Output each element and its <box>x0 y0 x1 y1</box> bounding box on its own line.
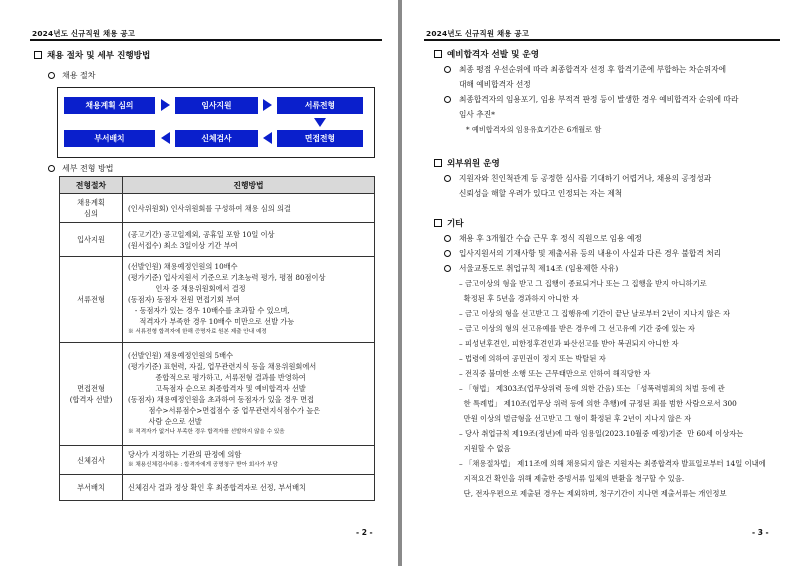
note-item <box>444 122 738 137</box>
method-cell <box>123 475 375 501</box>
bullet-item <box>444 62 738 92</box>
stage-label: 심의 <box>84 209 98 218</box>
method-line: - 동점자가 있는 경우 10배수를 초과할 수 있으며, <box>128 306 290 315</box>
text-line: – 법령에 의하여 공민권이 정지 또는 박탈된 자 <box>459 354 606 363</box>
table-row <box>60 194 375 223</box>
text-line: 최종합격자의 임용포기, 임용 부적격 판정 등이 발생한 경우 예비합격자 순위에 따라 <box>459 95 739 104</box>
bullet-item <box>444 92 738 122</box>
table-row <box>60 223 375 257</box>
stage-cell <box>60 223 123 257</box>
stage-cell <box>60 446 123 475</box>
dash-item <box>444 366 766 381</box>
circle-bullet-icon <box>444 175 451 182</box>
table-row <box>60 257 375 343</box>
circle-bullet-icon <box>48 72 55 79</box>
flow-step: 면접전형 <box>277 130 363 147</box>
table-row <box>60 446 375 475</box>
method-line: 적격자가 부족한 경우 10배수 미만으로 선발 가능 <box>128 317 295 326</box>
method-line: 점수>서류점수>면접점수 중 업무관련지식점수가 높은 <box>128 406 321 415</box>
method-line: (선발인원) 채용예정인원의 10배수 <box>128 262 238 271</box>
method-line: (평가기준) 표현력, 자질, 업무관련지식 등을 채용위원회에서 <box>128 362 317 371</box>
text-line: 확정된 후 5년을 경과하지 아니한 자 <box>459 294 579 303</box>
text-line: 대해 예비합격자 선정 <box>459 80 531 89</box>
circle-bullet-icon <box>444 66 451 73</box>
text-line: 지원할 수 없음 <box>459 444 511 453</box>
text-line: – 금고이상의 형을 받고 그 집행이 종료되거나 또는 그 집행을 받지 아니하기로 <box>459 279 707 288</box>
text-line: 만원 이상의 벌금형을 선고받고 그 형이 확정된 후 2년이 지나지 않은 자 <box>459 414 692 423</box>
procedure-table <box>59 176 375 501</box>
method-line: (공고기간) 공고일제외, 공휴일 포함 10일 이상 <box>128 229 275 239</box>
table-header: 전형절차 <box>60 177 123 194</box>
right-page <box>402 0 800 566</box>
bullet-item <box>444 171 711 201</box>
method-note: ※ 서류전형 합격자에 한해 증명자료 원본 제출 안내 예정 <box>128 329 267 335</box>
method-line: (선발인원) 채용예정인원의 5배수 <box>128 351 234 360</box>
dash-item <box>444 381 766 426</box>
method-cell <box>123 194 375 223</box>
section-body <box>444 62 738 137</box>
header-rule <box>30 39 382 41</box>
section-title: 기타 <box>434 217 464 229</box>
dash-item <box>444 351 766 366</box>
square-bullet-icon <box>434 50 442 58</box>
text-line: 임사 추진* <box>459 110 495 119</box>
circle-bullet-icon <box>48 165 55 172</box>
stage-label: 신체검사 <box>77 455 105 465</box>
text-line: 지적요건 확인을 위해 제출한 증빙서류 일체의 반환을 청구할 수 있음. <box>459 474 685 483</box>
section-title: 예비합격자 선발 및 운영 <box>434 48 539 60</box>
text-line: – 금고 이상의 형을 선고받고 그 집행유예 기간이 끝난 날로부터 2년이 지나지 않은 자 <box>459 309 731 318</box>
square-bullet-icon <box>434 159 442 167</box>
square-bullet-icon <box>434 219 442 227</box>
circle-bullet-icon <box>444 96 451 103</box>
stage-label: 채용계획 <box>77 198 105 207</box>
method-line: 당사가 지정하는 기관의 판정에 의함 <box>128 450 242 459</box>
method-line: (평가기준) 입사지원서 기준으로 기초능력 평가, 평점 80점이상 <box>128 273 326 282</box>
method-note: ※ 채용신체검사비용 : 합격자에게 공명청구 받아 회사가 부담 <box>128 462 278 468</box>
table-row <box>60 343 375 446</box>
table-row <box>60 475 375 501</box>
stage-cell <box>60 257 123 343</box>
stage-cell <box>60 343 123 446</box>
left-page <box>0 0 398 566</box>
section-title: 외부위원 운영 <box>434 157 500 169</box>
page-number: - 3 - <box>752 528 769 537</box>
section-title: 채용 절차 및 세부 진행방법 <box>34 49 150 61</box>
text-line: 채용 후 3개월간 수습 근무 후 정식 직원으로 임용 예정 <box>459 234 642 243</box>
flow-step: 부서배치 <box>64 130 155 147</box>
method-line: (원서접수) 최소 3일이상 기간 부여 <box>128 240 238 250</box>
stage-label: 부서배치 <box>77 483 105 492</box>
method-line: (인사위원회) 인사위원회를 구성하여 채용 심의 의결 <box>128 203 291 213</box>
method-line: 사람 순으로 선발 <box>128 417 202 426</box>
page-header: 2024년도 신규직원 채용 공고 <box>32 29 136 38</box>
method-cell <box>123 257 375 343</box>
stage-label: 서류전형 <box>77 295 105 304</box>
text-line: 신뢰성을 해할 우려가 있다고 인정되는 자는 제척 <box>459 189 623 198</box>
dash-item <box>444 276 766 306</box>
method-line: 고득점자 순으로 최종합격자 및 예비합격자 선발 <box>128 384 306 393</box>
method-line: (동점자) 동점자 전원 면접기회 부여 <box>128 295 240 304</box>
stage-cell <box>60 475 123 501</box>
text-line: 지원자와 친인척관계 등 공정한 심사를 기대하기 어렵거나, 채용의 공정성과 <box>459 174 712 183</box>
subsection-detail: 세부 전형 방법 <box>48 163 113 174</box>
method-line: 인자 중 채용위원회에서 결정 <box>128 284 246 293</box>
method-line: 종합적으로 평가하고, 서류전형 결과를 반영하여 <box>128 373 306 382</box>
method-cell <box>123 343 375 446</box>
dash-item <box>444 426 766 456</box>
arrow-left-icon <box>263 132 272 144</box>
square-bullet-icon <box>34 51 42 59</box>
stage-cell <box>60 194 123 223</box>
text-line: – 「형법」 제303조(업무상위력 등에 의한 간음) 또는 「성폭력범죄의 처벌 등에 관 <box>459 384 725 393</box>
method-line: (동점자) 채용예정인원을 초과하여 동점자가 있을 경우 면접 <box>128 395 314 404</box>
text-line: * 예비합격자의 임용유효기간은 6개월로 함 <box>466 125 602 134</box>
bullet-item <box>444 261 766 276</box>
header-rule <box>424 39 780 41</box>
circle-bullet-icon <box>444 250 451 257</box>
subsection-procedure: 채용 절차 <box>48 70 95 81</box>
text-line: 입사지원서의 기재사항 및 제출서류 등의 내용이 사실과 다른 경우 불합격 처리 <box>459 249 722 258</box>
stage-label: (합격자 선발) <box>69 395 113 404</box>
circle-bullet-icon <box>444 265 451 272</box>
text-line: – 당사 취업규칙 제19조(정년)에 따라 임용일(2023.10월중 예정)기준 만 60세 이상자는 <box>459 429 744 438</box>
dash-item <box>444 306 766 321</box>
flow-step: 채용계획 심의 <box>64 97 155 114</box>
dash-item <box>444 321 766 336</box>
dash-item <box>444 336 766 351</box>
text-line: – 전직중 불미한 소행 또는 근무태만으로 인하여 해직당한 자 <box>459 369 651 378</box>
flow-step: 임사지원 <box>175 97 258 114</box>
section-body <box>444 231 766 501</box>
text-line: 서울교통도로 취업규칙 제14조 (임용제한 사유) <box>459 264 619 273</box>
circle-bullet-icon <box>444 235 451 242</box>
arrow-left-icon <box>161 132 170 144</box>
arrow-right-icon <box>263 99 272 111</box>
stage-label: 입사지원 <box>77 235 105 244</box>
page-number: - 2 - <box>356 528 373 537</box>
stage-label: 면접전형 <box>77 384 105 393</box>
bullet-item <box>444 246 766 261</box>
method-note: ※ 적격자가 없거나 부족한 경우 합격자를 선발하지 않을 수 있음 <box>128 429 285 435</box>
method-cell <box>123 446 375 475</box>
text-line: 최종 평점 우선순위에 따라 최종합격자 선정 후 합격기준에 부합하는 차순위자에 <box>459 65 727 74</box>
text-line: 단, 전자우편으로 제출된 경우는 제외하며, 청구기간이 지나면 제출서류는 개인정보 <box>459 489 727 498</box>
text-line: – 피성년후견인, 피한정후견인과 파산선고를 받아 복권되지 아니한 자 <box>459 339 679 348</box>
text-line: – 금고 이상의 형의 선고유예를 받은 경우에 그 선고유예 기간 중에 있는 자 <box>459 324 695 333</box>
page-header: 2024년도 신규직원 채용 공고 <box>426 29 530 38</box>
arrow-down-icon <box>314 118 326 127</box>
text-line: – 「채용절차법」 제11조에 의해 채용되지 않은 지원자는 최종합격자 발표일로부터 14일 이내에 <box>459 459 766 468</box>
section-body <box>444 171 711 201</box>
method-line: 신체검사 결과 정상 확인 후 최종합격자로 선정, 부서배치 <box>128 483 306 492</box>
flow-step: 신체검사 <box>175 130 258 147</box>
arrow-right-icon <box>161 99 170 111</box>
dash-item <box>444 456 766 501</box>
bullet-item <box>444 231 766 246</box>
text-line: 한 특례법」 제10조(업무상 위력 등에 의한 추행)에 규정된 죄를 범한 사람으로서 300 <box>459 399 737 408</box>
flow-step: 서류전형 <box>277 97 363 114</box>
method-cell <box>123 223 375 257</box>
table-header: 진행방법 <box>123 177 375 194</box>
